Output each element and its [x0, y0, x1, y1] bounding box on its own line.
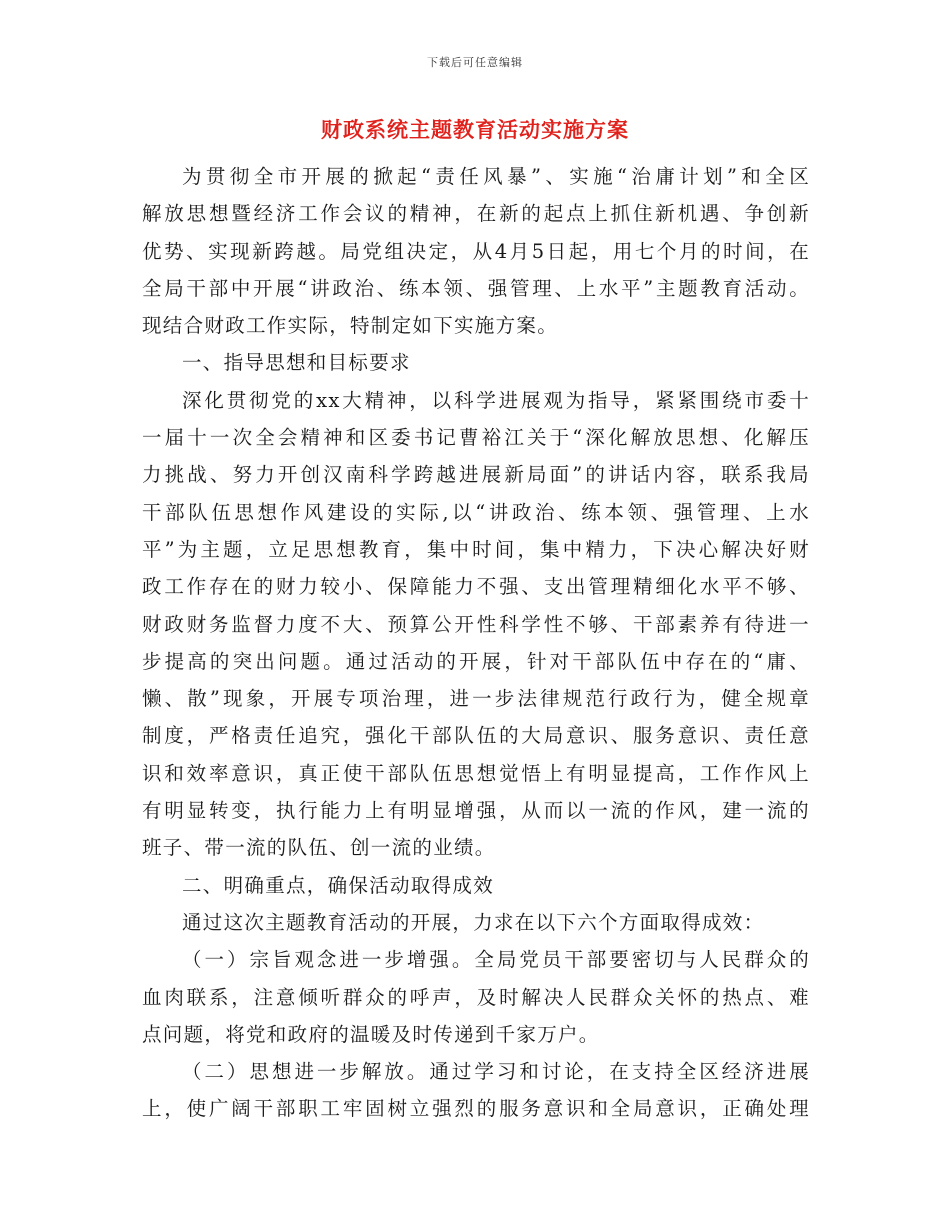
- body-text-line: 通过这次主题教育活动的开展，力求在以下六个方面取得成效：: [182, 910, 765, 934]
- document-body: [142, 158, 810, 1128]
- body-text-line: 干部队伍思想作风建设的实际,以“讲政治、练本领、强管理、上水: [142, 500, 810, 524]
- body-text-line: 平”为主题，立足思想教育，集中时间，集中精力，下决心解决好财: [142, 537, 810, 561]
- page-header-note: 下载后可任意编辑: [427, 56, 523, 69]
- body-text-line: 为贯彻全市开展的掀起“责任风暴”、实施“治庸计划”和全区: [182, 165, 810, 188]
- body-text-line: 优势、实现新跨越。局党组决定，从4月5日起，用七个月的时间，在: [142, 239, 810, 263]
- body-text-line: 制度，严格责任追究，强化干部队伍的大局意识、服务意识、责任意: [142, 724, 810, 748]
- body-text-line: 全局干部中开展“讲政治、练本领、强管理、上水平”主题教育活动。: [142, 276, 810, 300]
- body-text-line: 解放思想暨经济工作会议的精神，在新的起点上抓住新机遇、争创新: [142, 202, 810, 226]
- body-text-line: 二、明确重点，确保活动取得成效: [182, 873, 495, 897]
- body-text-line: 血肉联系，注意倾听群众的呼声，及时解决人民群众关怀的热点、难: [142, 985, 810, 1009]
- body-text-line: 深化贯彻党的xx大精神，以科学进展观为指导，紧紧围绕市委十: [182, 388, 810, 412]
- body-text-line: 财政财务监督力度不大、预算公开性科学性不够、干部素养有待进一: [142, 612, 810, 636]
- body-text-line: 点问题，将党和政府的温暖及时传递到千家万户。: [142, 1022, 600, 1046]
- body-text-line: （一）宗旨观念进一步增强。全局党员干部要密切与人民群众的: [182, 948, 810, 972]
- document-title: 财政系统主题教育活动实施方案: [321, 117, 629, 142]
- body-text-line: 政工作存在的财力较小、保障能力不强、支出管理精细化水平不够、: [142, 575, 810, 599]
- body-text-line: 班子、带一流的队伍、创一流的业绩。: [142, 836, 496, 860]
- body-text-line: 一届十一次全会精神和区委书记曹裕江关于“深化解放思想、化解压: [142, 426, 810, 450]
- body-text-line: 有明显转变，执行能力上有明显增强，从而以一流的作风，建一流的: [142, 799, 810, 823]
- body-text-line: 力挑战、努力开创汉南科学跨越进展新局面”的讲话内容，联系我局: [142, 463, 810, 487]
- body-text-line: 上，使广阔干部职工牢固树立强烈的服务意识和全局意识，正确处理: [142, 1097, 810, 1121]
- body-text-line: （二）思想进一步解放。通过学习和讨论，在支持全区经济进展: [182, 1060, 810, 1084]
- body-text-line: 识和效率意识，真正使干部队伍思想觉悟上有明显提高，工作作风上: [142, 761, 810, 785]
- body-text-line: 步提高的突出问题。通过活动的开展，针对干部队伍中存在的“庸、: [142, 649, 810, 673]
- body-text-line: 现结合财政工作实际，特制定如下实施方案。: [142, 314, 559, 338]
- body-text-line: 懒、散”现象，开展专项治理，进一步法律规范行政行为，健全规章: [142, 687, 810, 711]
- body-text-line: 一、指导思想和目标要求: [182, 351, 411, 375]
